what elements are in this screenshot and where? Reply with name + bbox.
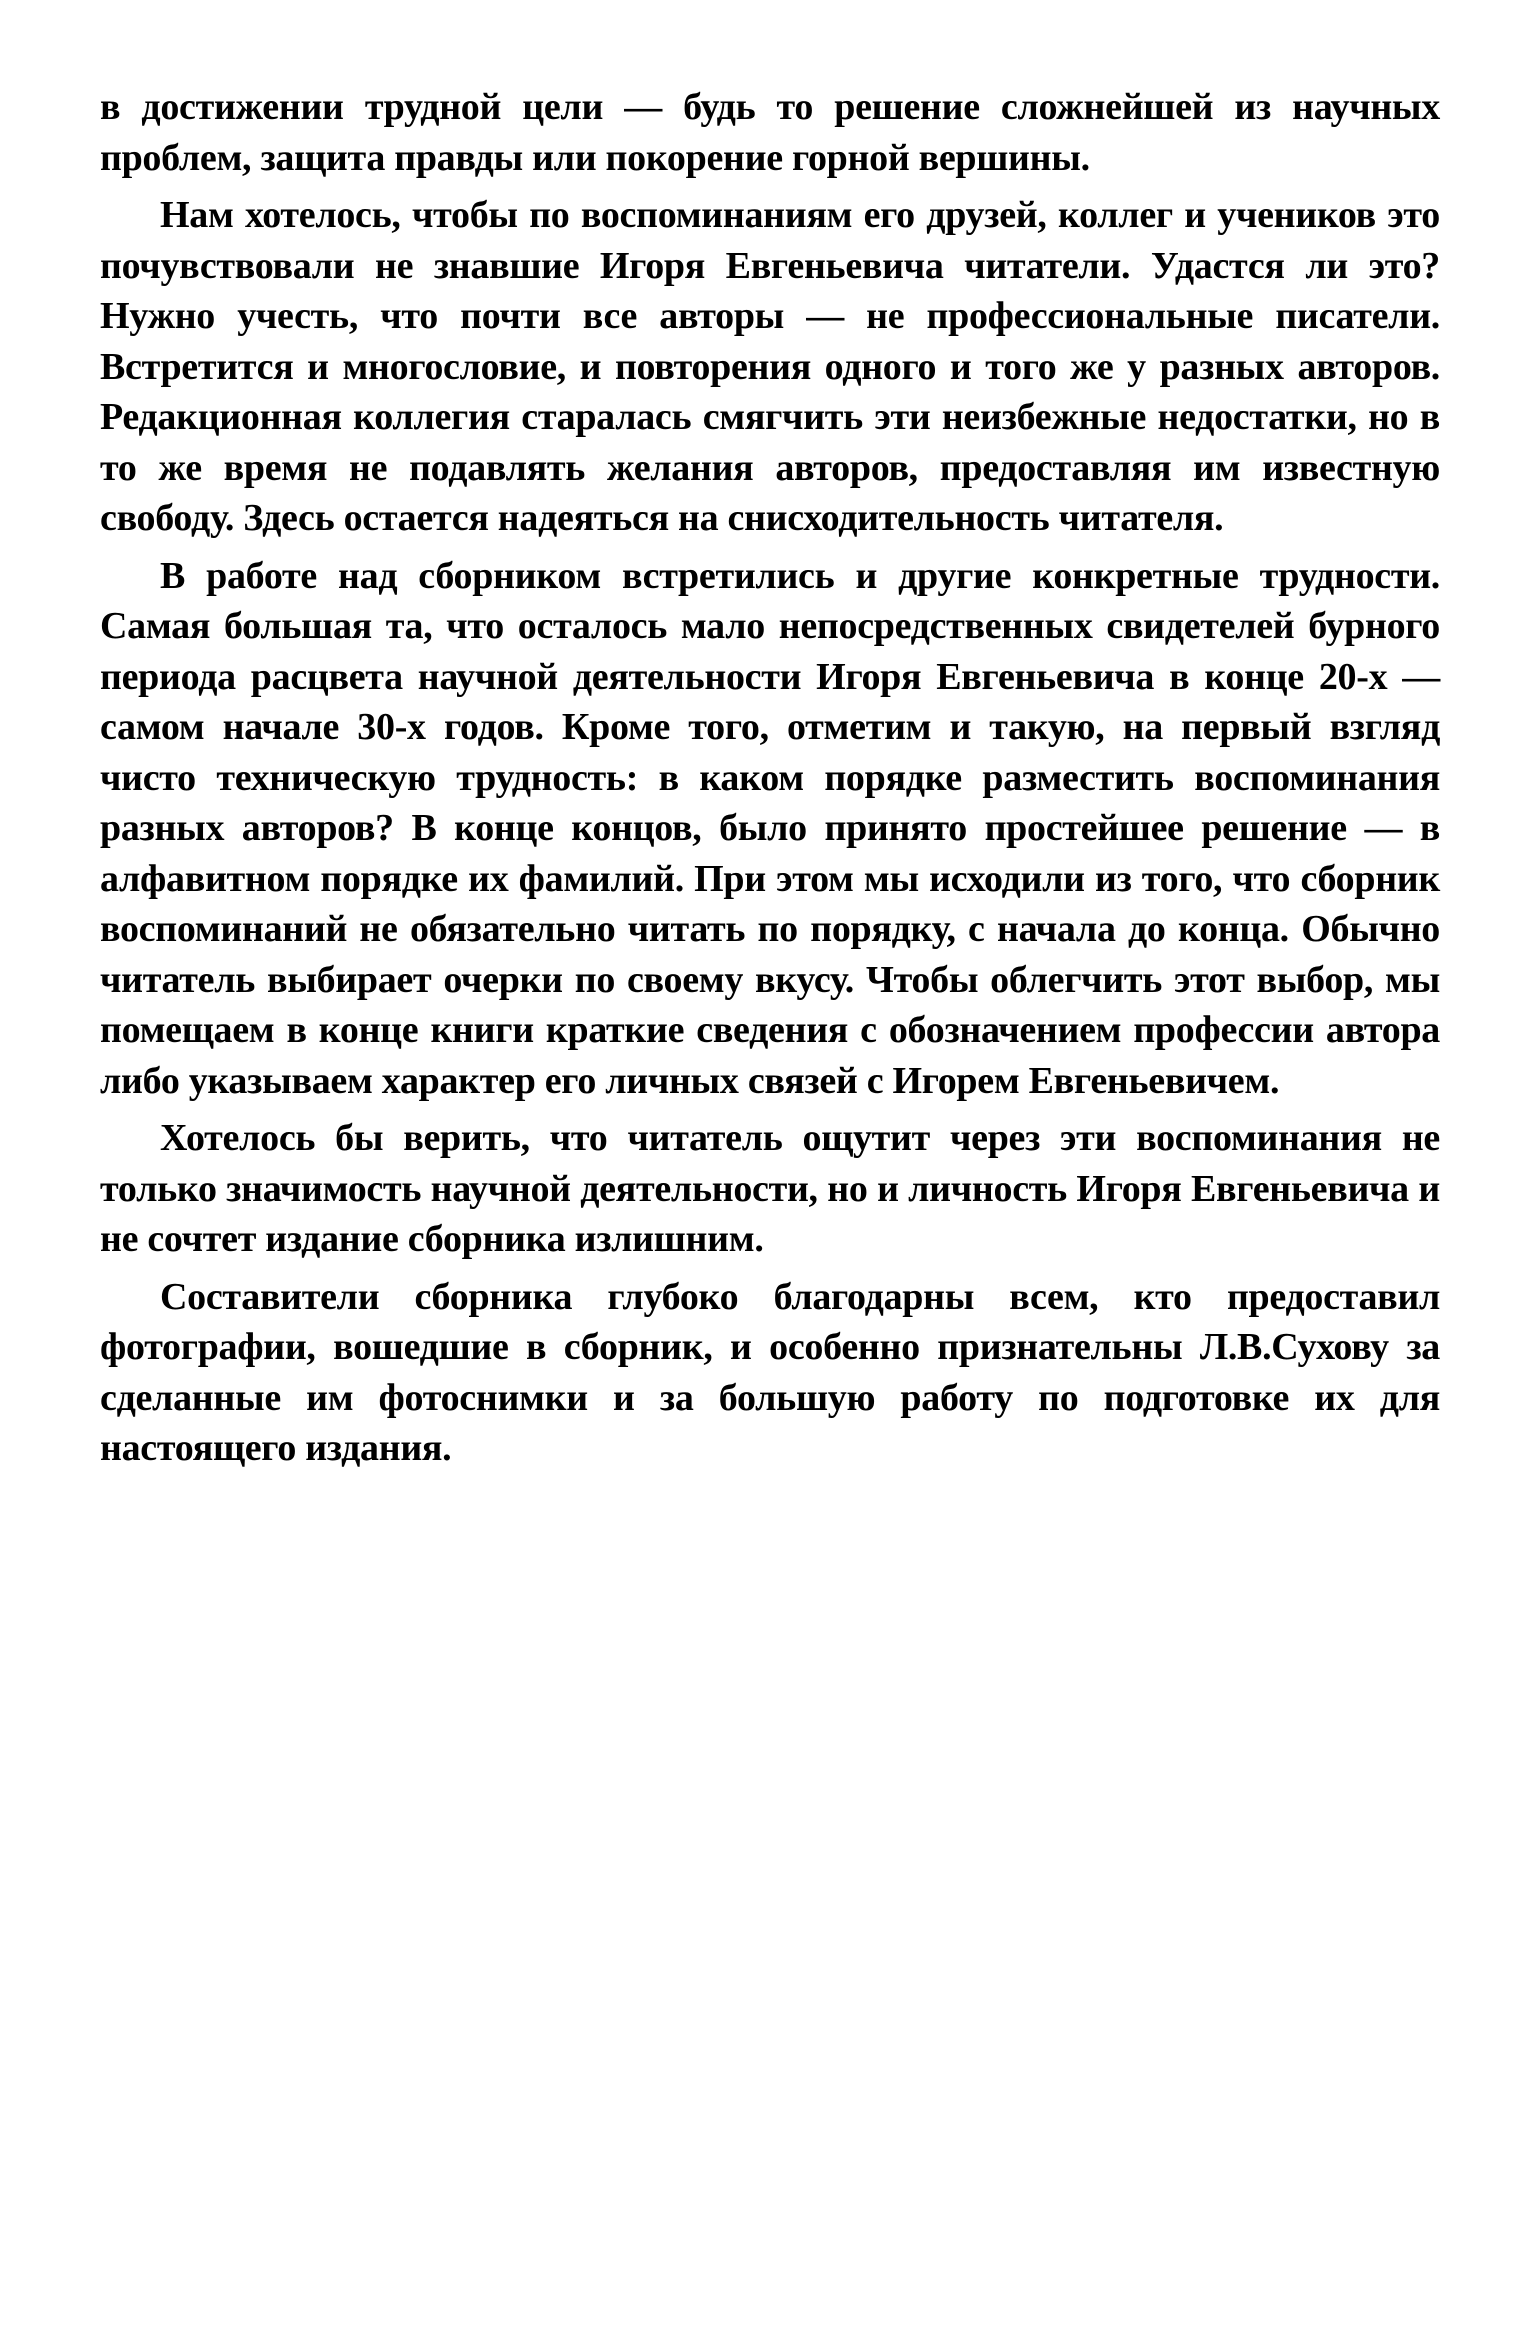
paragraph-acknowledgements: Составители сборника глубоко благодарны всем, кто предоставил фотографии, вошедшие в сборник, и особенно признательны Л.В.Сухову за сделанные им фотоснимки и за большую работу по подготовке их для настоящего издания.	[100, 1275, 1440, 1469]
paragraph-difficulties: В работе над сборником встретились и другие конкретные трудности. Самая большая та, что осталось мало непосредственных свидетелей бурного периода расцвета научной деятельности Игоря Евгеньевича в конце 20-х — самом начале 30-х годов. Кроме того, отметим и такую, на первый взгляд чисто техническую трудность: в каком порядке разместить воспоминания разных авторов? В конце концов, было принято простейшее решение — в алфавитном порядке их фамилий. При этом мы исходили из того, что сборник воспоминаний не обязательно читать по порядку, с начала до конца. Обычно читатель выбирает очерки по своему вкусу. Чтобы облегчить этот выбор, мы помещаем в конце книги краткие сведения с обозначением профессии автора либо указываем характер его личных связей с Игорем Евгеньевичем.	[100, 554, 1440, 1102]
paragraph-hope: Хотелось бы верить, что читатель ощутит через эти воспоминания не только значимость научной деятельности, но и личность Игоря Евгеньевича и не сочтет издание сборника излишним.	[100, 1117, 1440, 1260]
page-text	[100, 82, 1440, 1474]
paragraph-continuation: в достижении трудной цели — будь то решение сложнейшей из научных проблем, защита правды или покорение горной вершины.	[100, 86, 1440, 179]
paragraph-readers: Нам хотелось, чтобы по воспоминаниям его друзей, коллег и учеников это почувствовали не знавшие Игоря Евгеньевича читатели. Удастся ли это? Нужно учесть, что почти все авторы — не профессиональные писатели. Встретится и многословие, и повторения одного и того же у разных авторов. Редакционная коллегия старалась смягчить эти неизбежные недостатки, но в то же время не подавлять желания авторов, предоставляя им известную свободу. Здесь остается надеяться на снисходительность читателя.	[100, 194, 1440, 539]
